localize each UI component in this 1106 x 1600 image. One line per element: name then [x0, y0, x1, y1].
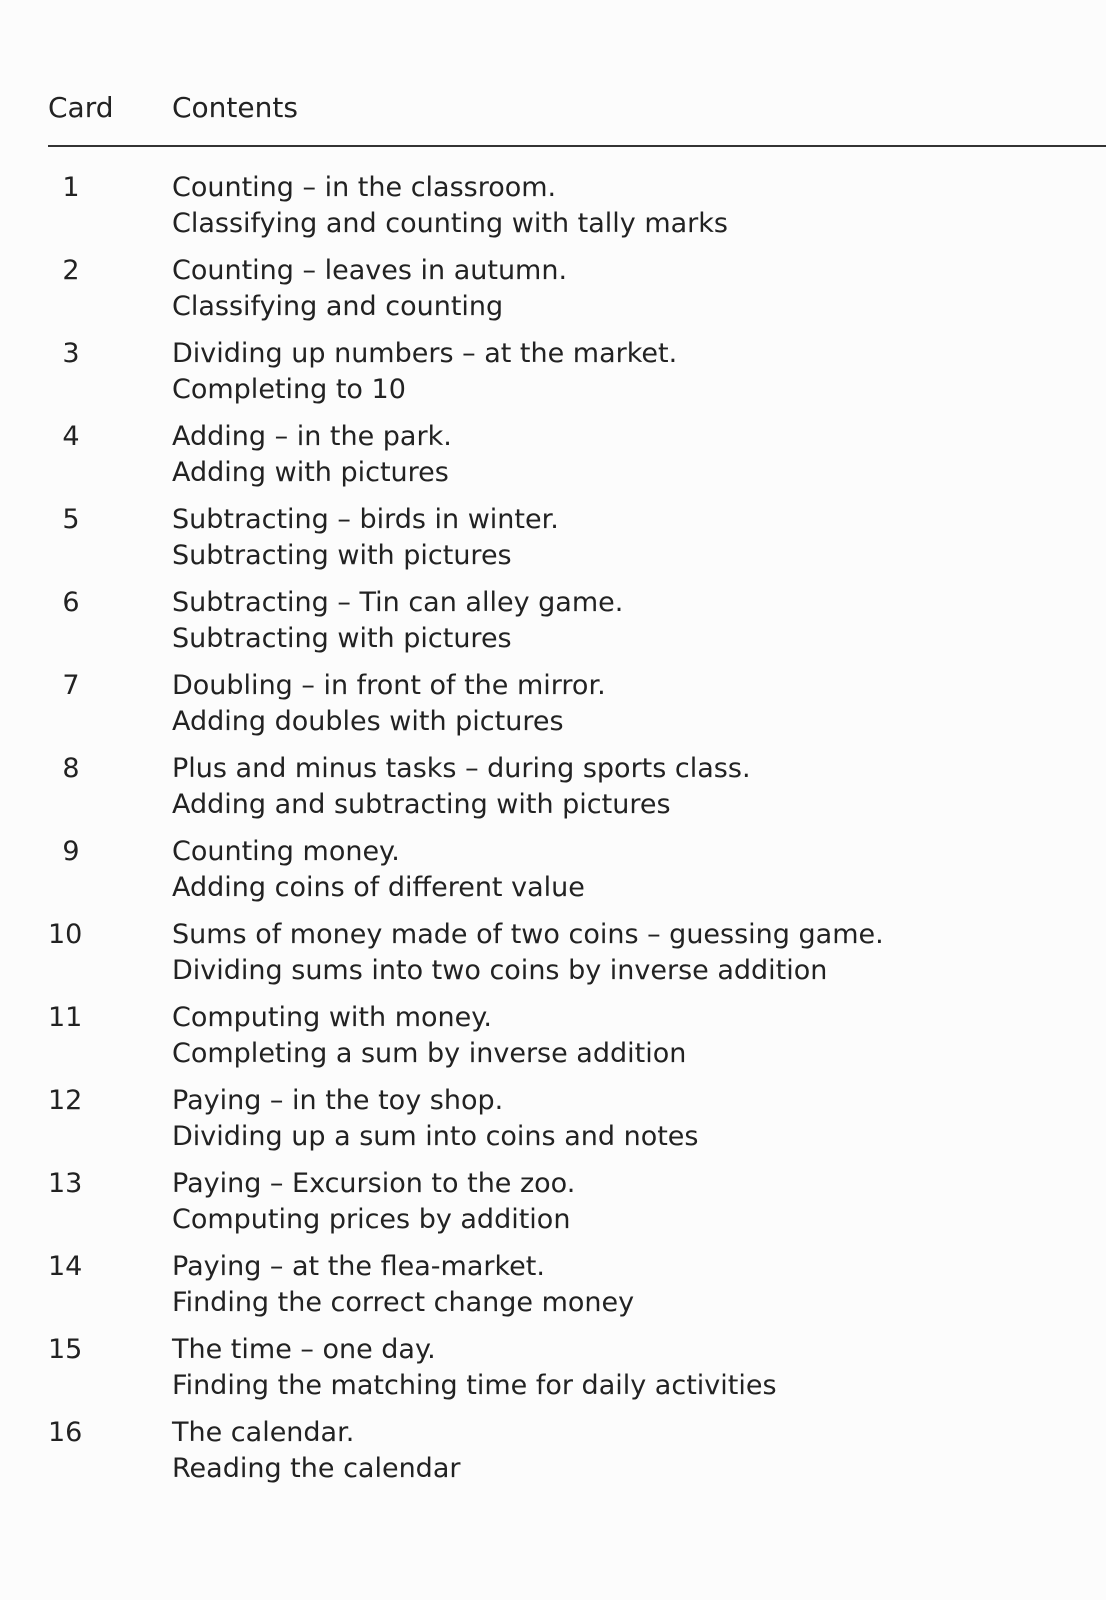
card-contents	[172, 1083, 698, 1155]
card-contents	[172, 336, 677, 408]
header-divider	[48, 145, 1106, 147]
table-row	[48, 1415, 1098, 1498]
table-row	[48, 1083, 1098, 1166]
card-number: 11	[48, 1002, 83, 1033]
card-description: Dividing sums into two coins by inverse addition	[172, 955, 828, 986]
card-number: 15	[48, 1334, 83, 1365]
card-description: Adding and subtracting with pictures	[172, 789, 671, 820]
card-title: Plus and minus tasks – during sports class.	[172, 753, 751, 784]
table-row	[48, 170, 1098, 253]
card-description: Adding with pictures	[172, 457, 449, 488]
card-contents	[172, 751, 751, 823]
card-number: 6	[62, 587, 80, 618]
card-title: Paying – in the toy shop.	[172, 1085, 504, 1116]
card-contents	[172, 585, 623, 657]
table-header	[48, 88, 1098, 128]
card-number: 8	[62, 753, 80, 784]
card-title: Computing with money.	[172, 1002, 492, 1033]
table-row	[48, 253, 1098, 336]
card-number: 3	[62, 338, 80, 369]
card-contents	[172, 917, 884, 989]
card-title: Doubling – in front of the mirror.	[172, 670, 606, 701]
card-description: Adding coins of different value	[172, 872, 585, 903]
table-row	[48, 1166, 1098, 1249]
card-description: Completing to 10	[172, 374, 406, 405]
table-row	[48, 585, 1098, 668]
card-number: 9	[62, 836, 80, 867]
card-number: 5	[62, 504, 80, 535]
table-row	[48, 668, 1098, 751]
card-number: 4	[62, 421, 80, 452]
card-description: Subtracting with pictures	[172, 540, 512, 571]
card-contents	[172, 170, 728, 242]
card-description: Dividing up a sum into coins and notes	[172, 1121, 699, 1152]
table-row	[48, 917, 1098, 1000]
card-contents	[172, 419, 452, 491]
table-row	[48, 336, 1098, 419]
card-description: Classifying and counting with tally marks	[172, 208, 728, 239]
card-contents	[172, 253, 567, 325]
card-table	[48, 170, 1098, 1498]
card-description: Completing a sum by inverse addition	[172, 1038, 687, 1069]
card-title: Subtracting – Tin can alley game.	[172, 587, 624, 618]
table-row	[48, 1332, 1098, 1415]
card-title: Dividing up numbers – at the market.	[172, 338, 678, 369]
card-title: Subtracting – birds in winter.	[172, 504, 559, 535]
card-number: 12	[48, 1085, 83, 1116]
card-description: Subtracting with pictures	[172, 623, 512, 654]
card-title: Counting – in the classroom.	[172, 172, 557, 203]
card-contents	[172, 668, 606, 740]
table-row	[48, 1000, 1098, 1083]
card-number: 10	[48, 919, 83, 950]
card-description: Classifying and counting	[172, 291, 504, 322]
table-row	[48, 419, 1098, 502]
card-description: Adding doubles with pictures	[172, 706, 564, 737]
table-row	[48, 751, 1098, 834]
card-contents	[172, 1332, 777, 1404]
card-title: The time – one day.	[172, 1334, 436, 1365]
card-title: Counting money.	[172, 836, 400, 867]
card-number: 2	[62, 255, 80, 286]
card-contents	[172, 1415, 460, 1487]
table-row	[48, 1249, 1098, 1332]
table-row	[48, 502, 1098, 585]
card-description: Reading the calendar	[172, 1453, 461, 1484]
card-contents	[172, 502, 559, 574]
card-title: The calendar.	[172, 1417, 355, 1448]
table-row	[48, 834, 1098, 917]
card-contents	[172, 1166, 575, 1238]
card-number: 1	[62, 172, 80, 203]
card-title: Sums of money made of two coins – guessing game.	[172, 919, 884, 950]
card-title: Paying – at the flea-market.	[172, 1251, 545, 1282]
card-contents	[172, 834, 585, 906]
card-number: 14	[48, 1251, 83, 1282]
card-number: 7	[62, 670, 80, 701]
card-description: Computing prices by addition	[172, 1204, 571, 1235]
card-description: Finding the correct change money	[172, 1287, 635, 1318]
header-card: Card	[48, 91, 114, 124]
card-description: Finding the matching time for daily activities	[172, 1370, 777, 1401]
card-number: 16	[48, 1417, 83, 1448]
card-contents	[172, 1000, 686, 1072]
card-title: Paying – Excursion to the zoo.	[172, 1168, 576, 1199]
header-contents: Contents	[172, 91, 298, 124]
card-title: Counting – leaves in autumn.	[172, 255, 568, 286]
card-contents	[172, 1249, 634, 1321]
card-title: Adding – in the park.	[172, 421, 452, 452]
card-number: 13	[48, 1168, 83, 1199]
